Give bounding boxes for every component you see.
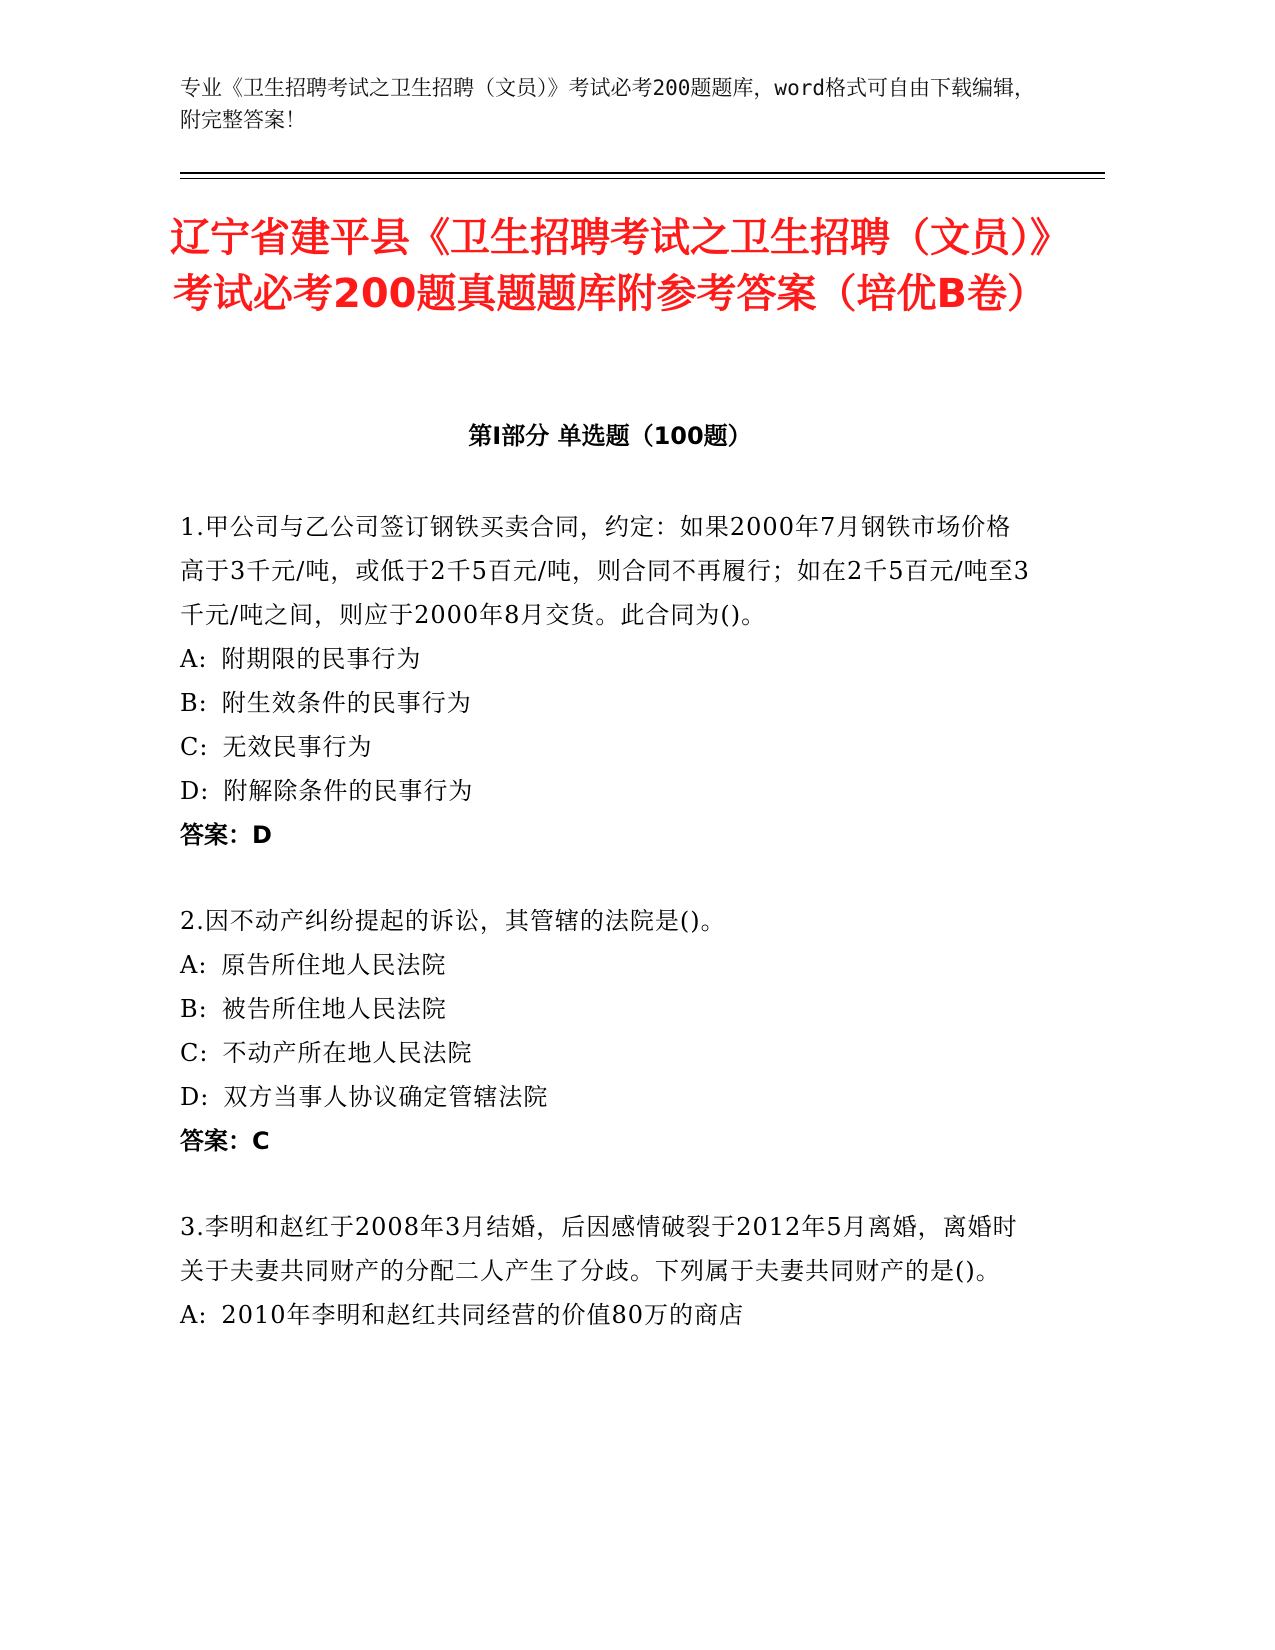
option-letter: D: <box>180 1083 210 1111</box>
option-a <box>180 637 1030 681</box>
header-divider-thin <box>180 178 1105 179</box>
answer-line: 答案：D <box>180 821 272 849</box>
question-1 <box>180 505 1030 857</box>
option-b <box>180 681 1030 725</box>
option-letter: B: <box>180 995 208 1023</box>
question-list <box>180 505 1030 1379</box>
option-text: 无效民事行为 <box>222 733 373 761</box>
question-2 <box>180 899 1030 1163</box>
header-note: 专业《卫生招聘考试之卫生招聘（文员）》考试必考200题题库，word格式可自由下载编辑，附完整答案！ <box>180 76 1035 132</box>
option-text: 被告所住地人民法院 <box>221 995 447 1023</box>
option-text: 不动产所在地人民法院 <box>222 1039 473 1067</box>
option-text: 附期限的民事行为 <box>221 645 422 673</box>
option-text: 双方当事人协议确定管辖法院 <box>223 1083 549 1111</box>
option-b <box>180 987 1030 1031</box>
option-d <box>180 769 1030 813</box>
option-letter: B: <box>180 689 208 717</box>
question-stem: 1.甲公司与乙公司签订钢铁买卖合同，约定：如果2000年7月钢铁市场价格高于3千元/吨，或低于2千5百元/吨，则合同不再履行；如在2千5百元/吨至3千元/吨之间，则应于2000年8月交货。此合同为()。 <box>180 513 1030 629</box>
question-3 <box>180 1205 1030 1337</box>
option-letter: C: <box>180 1039 209 1067</box>
option-c <box>180 725 1030 769</box>
option-letter: D: <box>180 777 210 805</box>
header-divider <box>180 172 1105 174</box>
option-letter: A: <box>180 645 208 673</box>
option-text: 附解除条件的民事行为 <box>223 777 474 805</box>
document-title: 辽宁省建平县《卫生招聘考试之卫生招聘（文员）》考试必考200题真题题库附参考答案（培优B卷） <box>170 215 1050 317</box>
option-d <box>180 1075 1030 1119</box>
option-a <box>180 943 1030 987</box>
section-heading: 第I部分 单选题（100题） <box>468 422 752 450</box>
option-text: 附生效条件的民事行为 <box>221 689 472 717</box>
option-text: 2010年李明和赵红共同经营的价值80万的商店 <box>221 1301 745 1329</box>
option-letter: A: <box>180 1301 208 1329</box>
option-letter: A: <box>180 951 208 979</box>
question-stem: 3.李明和赵红于2008年3月结婚，后因感情破裂于2012年5月离婚，离婚时关于夫妻共同财产的分配二人产生了分歧。下列属于夫妻共同财产的是()。 <box>180 1213 1018 1285</box>
answer-line: 答案：C <box>180 1127 270 1155</box>
option-c <box>180 1031 1030 1075</box>
option-a <box>180 1293 1030 1337</box>
option-text: 原告所住地人民法院 <box>221 951 447 979</box>
question-stem: 2.因不动产纠纷提起的诉讼，其管辖的法院是()。 <box>180 907 726 935</box>
option-letter: C: <box>180 733 209 761</box>
